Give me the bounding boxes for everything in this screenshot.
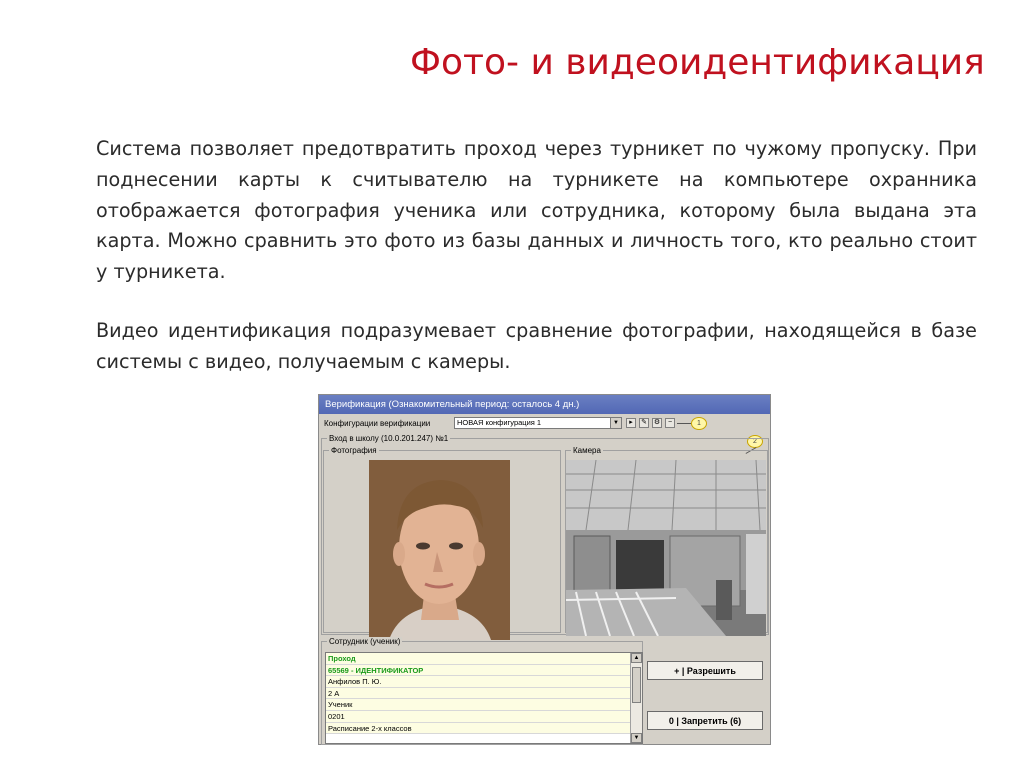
config-settings-icon[interactable]: ⚙ — [653, 419, 661, 426]
chevron-down-icon[interactable]: ▼ — [610, 418, 621, 428]
student-photo — [369, 460, 510, 640]
list-item-status[interactable]: Проход — [326, 653, 642, 665]
allow-button[interactable]: + | Разрешить — [647, 661, 763, 680]
list-item-name[interactable]: Анфилов П. Ю. — [326, 676, 642, 688]
slide-title: Фото- и видеоидентификация — [410, 42, 985, 83]
camera-group — [565, 446, 768, 633]
list-item-role[interactable]: Ученик — [326, 699, 642, 711]
list-item-schedule[interactable]: Расписание 2-х классов — [326, 723, 642, 735]
camera-group-label: Камера — [573, 446, 601, 455]
config-toolbar — [321, 417, 768, 431]
list-item-identifier[interactable]: 65569 - ИДЕНТИФИКАТОР — [326, 665, 642, 677]
photo-group — [323, 446, 561, 633]
config-label: Конфигурации верификации — [324, 419, 431, 428]
close-config-icon[interactable]: − — [665, 418, 675, 428]
scroll-up-icon[interactable]: ▲ — [631, 653, 642, 663]
callout-badge-1: 1 — [691, 417, 707, 430]
window-titlebar[interactable]: Верификация (Ознакомительный период: осталось 4 дн.) — [319, 395, 770, 414]
employee-info-list[interactable] — [325, 652, 643, 744]
scroll-thumb[interactable] — [632, 667, 641, 703]
list-item-class[interactable]: 2 А — [326, 688, 642, 700]
photo-group-label: Фотография — [331, 446, 377, 455]
employee-group-label: Сотрудник (ученик) — [329, 637, 401, 646]
paragraph-turnstile: Система позволяет предотвратить проход через турникет по чужому пропуску. При поднесении карты к считывателю на турникете на компьютере охранника отображается фотография ученика или сотрудника, которому была выдана эта карта. Можно сравнить это фото из базы данных и личность того, кто реально стоит у турникета. — [96, 137, 977, 284]
employee-group — [321, 637, 643, 745]
camera-video-frame — [566, 460, 766, 636]
callout-badge-2: 2 — [747, 435, 763, 448]
config-select-value: НОВАЯ конфигурация 1 — [457, 418, 542, 427]
list-item-code[interactable]: 0201 — [326, 711, 642, 723]
list-scrollbar[interactable] — [630, 653, 642, 743]
paragraph-video: Видео идентификация подразумевает сравнение фотографии, находящейся в базе системы с видео, получаемым с камеры. — [96, 319, 977, 373]
entrance-group — [321, 434, 769, 635]
entrance-group-label: Вход в школу (10.0.201.247) №1 — [329, 434, 449, 443]
open-config-icon[interactable]: ▸ — [626, 418, 636, 428]
verification-window — [318, 394, 771, 745]
deny-button[interactable]: 0 | Запретить (6) — [647, 711, 763, 730]
scroll-down-icon[interactable]: ▼ — [631, 733, 642, 743]
config-select[interactable] — [454, 417, 622, 429]
edit-config-icon[interactable]: ✎ — [639, 418, 649, 428]
callout-leader-1 — [677, 423, 691, 424]
